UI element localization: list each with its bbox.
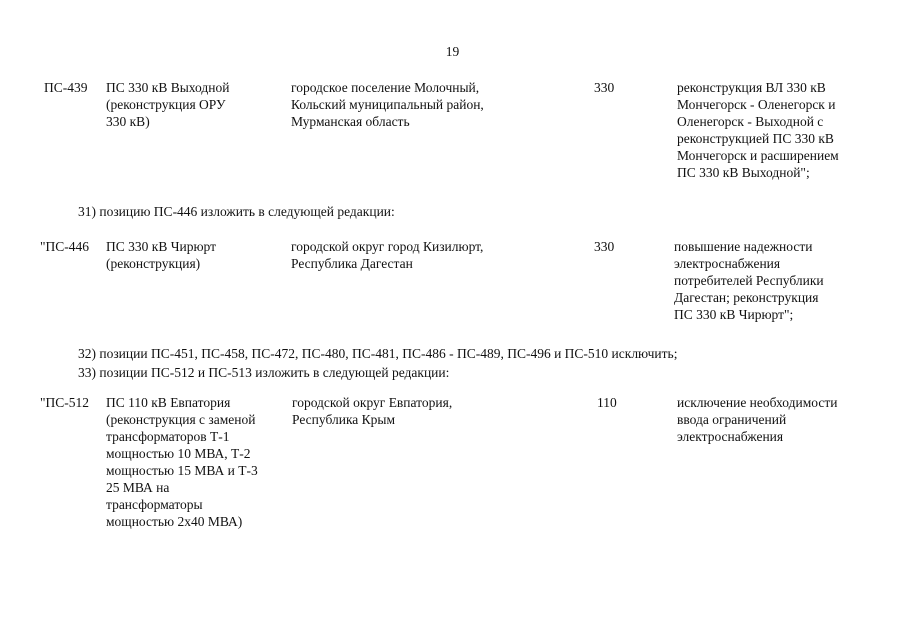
substation-name: ПС 110 кВ Евпатория (реконструкция с заменой трансформаторов Т-1 мощностью 10 МВА, Т-2 мощностью 15 МВА и Т-3 25 МВА на трансформаторы мощностью 2х40 МВА) [106, 395, 258, 529]
substation-location: городской округ Евпатория, Республика Крым [292, 395, 453, 427]
substation-purpose: исключение необходимости ввода ограничений электроснабжения [677, 395, 838, 444]
substation-voltage: 330 [594, 80, 615, 95]
substation-code: "ПС-512 [40, 395, 90, 410]
instruction-item-32: 32) позиции ПС-451, ПС-458, ПС-472, ПС-480, ПС-481, ПС-486 - ПС-489, ПС-496 и ПС-510 исключить; [78, 346, 678, 361]
substation-purpose: повышение надежности электроснабжения потребителей Республики Дагестан; реконструкция ПС 330 кВ Чирюрт"; [674, 239, 824, 322]
substation-name: ПС 330 кВ Выходной (реконструкция ОРУ 330 кВ) [106, 80, 230, 129]
substation-location: городской округ город Кизилюрт, Республика Дагестан [291, 239, 484, 271]
instruction-item-33: 33) позиции ПС-512 и ПС-513 изложить в следующей редакции: [78, 365, 450, 380]
instruction-item-31: 31) позицию ПС-446 изложить в следующей редакции: [78, 204, 395, 219]
substation-location: городское поселение Молочный, Кольский муниципальный район, Мурманская область [291, 80, 484, 129]
substation-name: ПС 330 кВ Чирюрт (реконструкция) [106, 239, 216, 271]
substation-purpose: реконструкция ВЛ 330 кВ Мончегорск - Оленегорск и Оленегорск - Выходной с реконструкцией ПС 330 кВ Мончегорск и расширением ПС 330 кВ Выходной"; [677, 80, 839, 180]
substation-voltage: 110 [597, 395, 617, 410]
substation-voltage: 330 [594, 239, 615, 254]
substation-code: "ПС-446 [40, 239, 90, 254]
page-number: 19 [445, 44, 460, 59]
substation-code: ПС-439 [44, 80, 88, 95]
